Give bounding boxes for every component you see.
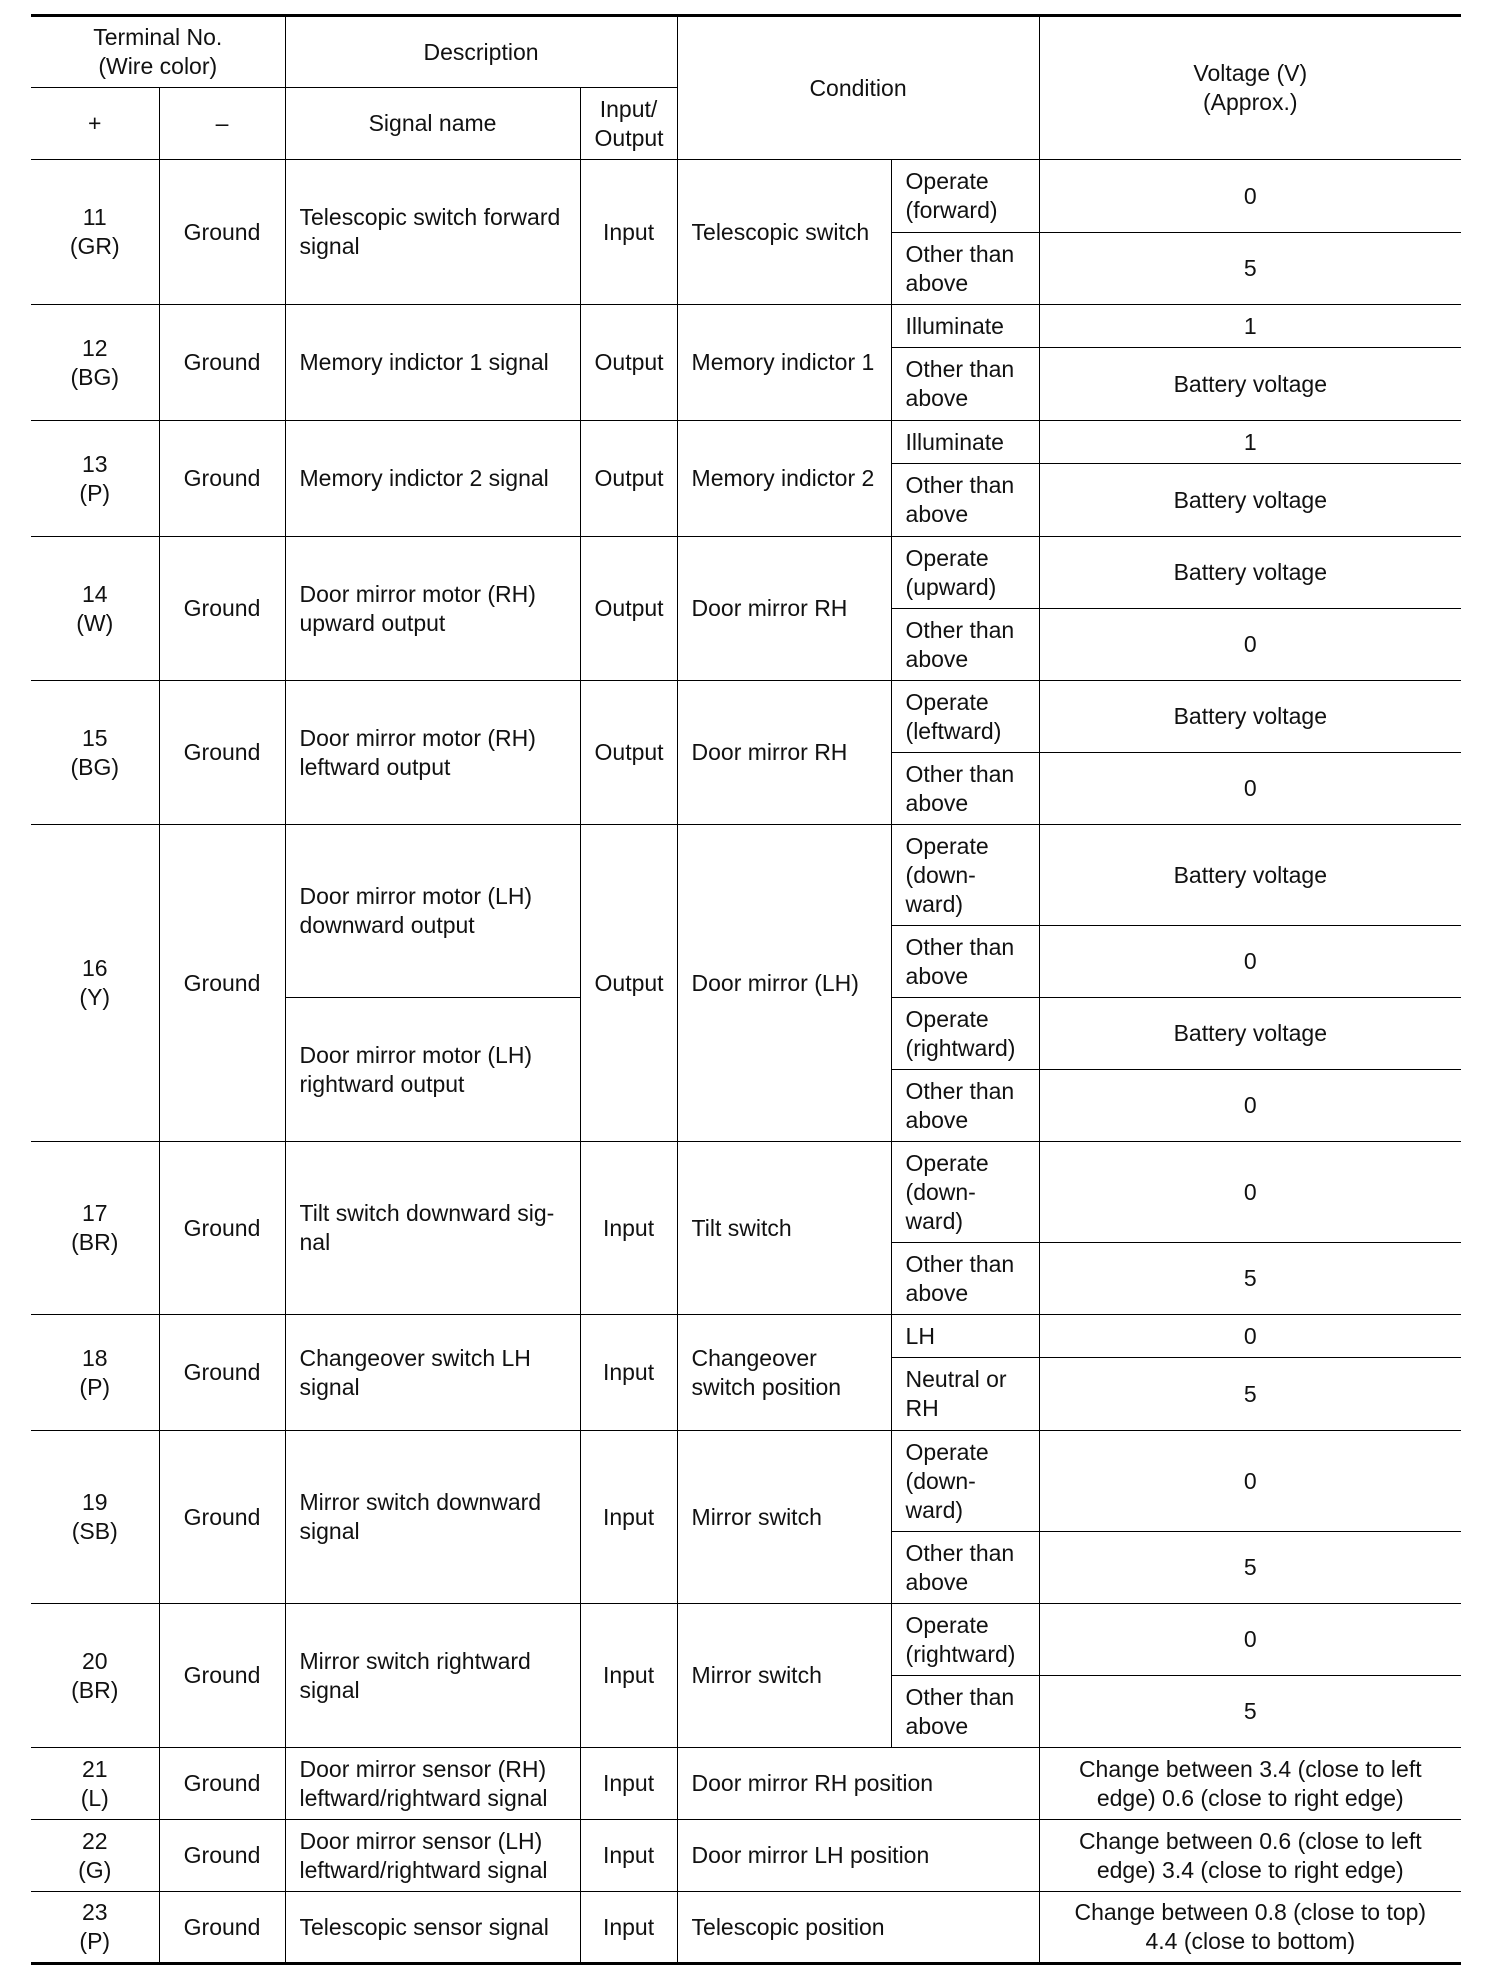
terminal-cell: 11 (GR)	[31, 160, 159, 305]
header-terminal-no: Terminal No. (Wire color)	[31, 16, 285, 88]
condition-cell: Door mirror LH position	[677, 1820, 1039, 1892]
ground-cell: Ground	[159, 1604, 285, 1748]
table-row	[31, 160, 1461, 233]
ground-cell: Ground	[159, 537, 285, 681]
voltage-cell: Battery voltage	[1039, 537, 1461, 609]
signal-name-cell: Door mirror motor (LH) downward output	[285, 825, 580, 998]
condition-cell: Memory indictor 1	[677, 305, 891, 421]
condition-state-cell: Neutral or RH	[891, 1358, 1039, 1431]
condition-state-cell: Other than above	[891, 348, 1039, 421]
table-row	[31, 1892, 1461, 1964]
table-row	[31, 1604, 1461, 1676]
condition-state-cell: Other than above	[891, 233, 1039, 305]
table-row	[31, 681, 1461, 753]
condition-state-cell: Other than above	[891, 464, 1039, 537]
table-row	[31, 421, 1461, 464]
voltage-cell: 5	[1039, 1358, 1461, 1431]
condition-state-cell: Operate (down- ward)	[891, 825, 1039, 926]
signal-name-cell: Door mirror motor (LH) rightward output	[285, 998, 580, 1142]
voltage-cell: 1	[1039, 305, 1461, 348]
condition-state-cell: Other than above	[891, 926, 1039, 998]
ground-cell: Ground	[159, 160, 285, 305]
signal-name-cell: Door mirror motor (RH) upward output	[285, 537, 580, 681]
ground-cell: Ground	[159, 421, 285, 537]
condition-cell: Tilt switch	[677, 1142, 891, 1315]
table-row	[31, 1315, 1461, 1358]
ground-cell: Ground	[159, 1142, 285, 1315]
voltage-cell: Change between 3.4 (close to left edge) 0.6 (close to right edge)	[1039, 1748, 1461, 1820]
input-output-cell: Input	[580, 1315, 677, 1431]
terminal-cell: 15 (BG)	[31, 681, 159, 825]
voltage-cell: 0	[1039, 1142, 1461, 1243]
voltage-cell: 0	[1039, 1315, 1461, 1358]
input-output-cell: Input	[580, 1748, 677, 1820]
terminal-voltage-table	[31, 14, 1461, 1965]
condition-state-cell: Operate (down- ward)	[891, 1431, 1039, 1532]
condition-cell: Telescopic switch	[677, 160, 891, 305]
voltage-cell: Battery voltage	[1039, 464, 1461, 537]
ground-cell: Ground	[159, 1820, 285, 1892]
ground-cell: Ground	[159, 305, 285, 421]
terminal-cell: 20 (BR)	[31, 1604, 159, 1748]
table-row	[31, 1820, 1461, 1892]
voltage-cell: Battery voltage	[1039, 998, 1461, 1070]
table-row	[31, 1431, 1461, 1532]
condition-state-cell: Operate (forward)	[891, 160, 1039, 233]
condition-cell: Door mirror (LH)	[677, 825, 891, 1142]
voltage-cell: 0	[1039, 1604, 1461, 1676]
voltage-cell: 0	[1039, 609, 1461, 681]
input-output-cell: Output	[580, 825, 677, 1142]
voltage-cell: 0	[1039, 1070, 1461, 1142]
voltage-cell: 0	[1039, 1431, 1461, 1532]
input-output-cell: Input	[580, 1604, 677, 1748]
terminal-cell: 14 (W)	[31, 537, 159, 681]
condition-state-cell: Operate (upward)	[891, 537, 1039, 609]
voltage-cell: 5	[1039, 1243, 1461, 1315]
terminal-cell: 22 (G)	[31, 1820, 159, 1892]
condition-state-cell: Operate (leftward)	[891, 681, 1039, 753]
condition-cell: Changeover switch position	[677, 1315, 891, 1431]
header-signal-name: Signal name	[285, 88, 580, 160]
terminal-cell: 16 (Y)	[31, 825, 159, 1142]
signal-name-cell: Telescopic switch forward signal	[285, 160, 580, 305]
ground-cell: Ground	[159, 681, 285, 825]
signal-name-cell: Telescopic sensor signal	[285, 1892, 580, 1964]
voltage-cell: 0	[1039, 926, 1461, 998]
condition-state-cell: Other than above	[891, 753, 1039, 825]
terminal-cell: 17 (BR)	[31, 1142, 159, 1315]
header-description: Description	[285, 16, 677, 88]
condition-state-cell: Other than above	[891, 1070, 1039, 1142]
header-minus: –	[159, 88, 285, 160]
voltage-cell: Change between 0.6 (close to left edge) 3.4 (close to right edge)	[1039, 1820, 1461, 1892]
signal-name-cell: Memory indictor 1 signal	[285, 305, 580, 421]
condition-cell: Door mirror RH	[677, 681, 891, 825]
terminal-cell: 12 (BG)	[31, 305, 159, 421]
voltage-cell: Battery voltage	[1039, 825, 1461, 926]
condition-state-cell: Operate (rightward)	[891, 1604, 1039, 1676]
voltage-cell: 5	[1039, 1676, 1461, 1748]
input-output-cell: Output	[580, 305, 677, 421]
signal-name-cell: Door mirror motor (RH) leftward output	[285, 681, 580, 825]
header-plus: +	[31, 88, 159, 160]
condition-cell: Mirror switch	[677, 1604, 891, 1748]
condition-state-cell: LH	[891, 1315, 1039, 1358]
voltage-cell: Battery voltage	[1039, 348, 1461, 421]
input-output-cell: Input	[580, 160, 677, 305]
condition-state-cell: Other than above	[891, 1532, 1039, 1604]
input-output-cell: Output	[580, 421, 677, 537]
condition-cell: Mirror switch	[677, 1431, 891, 1604]
terminal-cell: 19 (SB)	[31, 1431, 159, 1604]
condition-state-cell: Other than above	[891, 1243, 1039, 1315]
condition-cell: Telescopic position	[677, 1892, 1039, 1964]
signal-name-cell: Door mirror sensor (LH) leftward/rightward signal	[285, 1820, 580, 1892]
condition-state-cell: Illuminate	[891, 421, 1039, 464]
input-output-cell: Input	[580, 1892, 677, 1964]
signal-name-cell: Tilt switch downward sig- nal	[285, 1142, 580, 1315]
condition-cell: Door mirror RH	[677, 537, 891, 681]
table-row	[31, 1748, 1461, 1820]
voltage-cell: 1	[1039, 421, 1461, 464]
terminal-cell: 13 (P)	[31, 421, 159, 537]
header-input-output: Input/ Output	[580, 88, 677, 160]
condition-state-cell: Operate (rightward)	[891, 998, 1039, 1070]
ground-cell: Ground	[159, 825, 285, 1142]
table-row	[31, 1142, 1461, 1243]
signal-name-cell: Changeover switch LH signal	[285, 1315, 580, 1431]
table-row	[31, 825, 1461, 926]
signal-name-cell: Door mirror sensor (RH) leftward/rightward signal	[285, 1748, 580, 1820]
header-condition: Condition	[677, 16, 1039, 160]
condition-state-cell: Operate (down- ward)	[891, 1142, 1039, 1243]
voltage-cell: Change between 0.8 (close to top) 4.4 (close to bottom)	[1039, 1892, 1461, 1964]
input-output-cell: Input	[580, 1142, 677, 1315]
input-output-cell: Input	[580, 1820, 677, 1892]
condition-state-cell: Other than above	[891, 609, 1039, 681]
condition-cell: Memory indictor 2	[677, 421, 891, 537]
header-voltage: Voltage (V) (Approx.)	[1039, 16, 1461, 160]
voltage-cell: 0	[1039, 160, 1461, 233]
condition-cell: Door mirror RH position	[677, 1748, 1039, 1820]
table-row	[31, 537, 1461, 609]
input-output-cell: Output	[580, 681, 677, 825]
signal-name-cell: Mirror switch downward signal	[285, 1431, 580, 1604]
ground-cell: Ground	[159, 1431, 285, 1604]
ground-cell: Ground	[159, 1315, 285, 1431]
input-output-cell: Input	[580, 1431, 677, 1604]
voltage-cell: 5	[1039, 1532, 1461, 1604]
terminal-cell: 23 (P)	[31, 1892, 159, 1964]
voltage-cell: 0	[1039, 753, 1461, 825]
table-row	[31, 305, 1461, 348]
signal-name-cell: Memory indictor 2 signal	[285, 421, 580, 537]
signal-name-cell: Mirror switch rightward signal	[285, 1604, 580, 1748]
ground-cell: Ground	[159, 1748, 285, 1820]
input-output-cell: Output	[580, 537, 677, 681]
terminal-cell: 18 (P)	[31, 1315, 159, 1431]
condition-state-cell: Other than above	[891, 1676, 1039, 1748]
voltage-cell: Battery voltage	[1039, 681, 1461, 753]
terminal-cell: 21 (L)	[31, 1748, 159, 1820]
voltage-cell: 5	[1039, 233, 1461, 305]
ground-cell: Ground	[159, 1892, 285, 1964]
condition-state-cell: Illuminate	[891, 305, 1039, 348]
